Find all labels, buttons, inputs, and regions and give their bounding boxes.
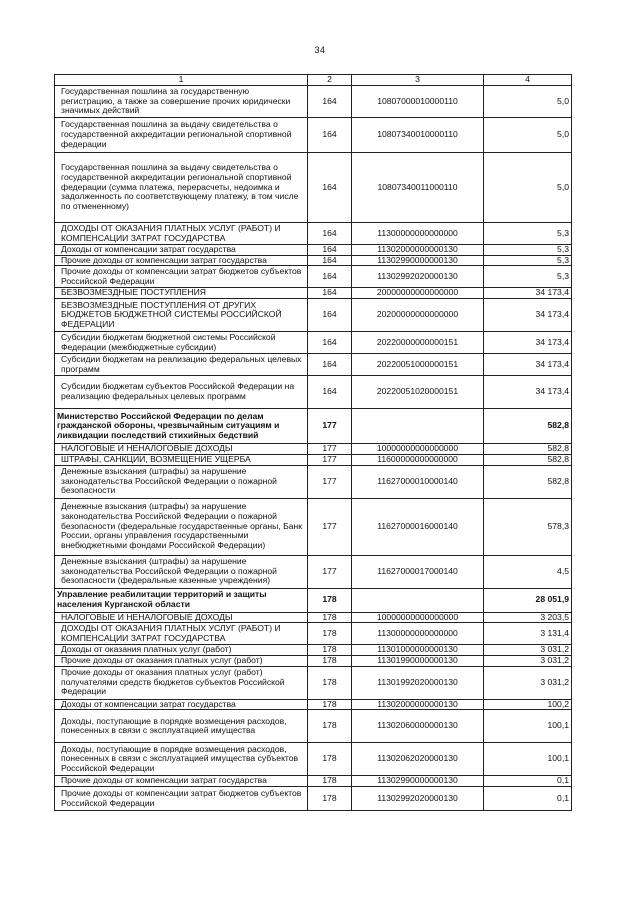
row-code-cell: 164 bbox=[308, 332, 352, 354]
row-name-cell: Доходы от компенсации затрат государства bbox=[55, 245, 308, 256]
row-kbk-cell: 11302992020000130 bbox=[352, 787, 484, 811]
row-code-cell: 178 bbox=[308, 699, 352, 710]
row-name-cell: Прочие доходы от компенсации затрат бюджетов субъектов Российской Федерации bbox=[55, 266, 308, 288]
table-row bbox=[55, 118, 572, 153]
row-code-cell: 164 bbox=[308, 153, 352, 223]
row-kbk-cell: 11302990000000130 bbox=[352, 255, 484, 266]
table-row bbox=[55, 498, 572, 555]
row-name-cell: Доходы от компенсации затрат государства bbox=[55, 699, 308, 710]
row-code-cell: 178 bbox=[308, 787, 352, 811]
row-amount-cell: 34 173,4 bbox=[484, 299, 572, 332]
table-row bbox=[55, 266, 572, 288]
table-row bbox=[55, 612, 572, 623]
row-name-cell: Прочие доходы от компенсации затрат государства bbox=[55, 776, 308, 787]
row-kbk-cell: 20220051020000151 bbox=[352, 376, 484, 409]
table-row bbox=[55, 153, 572, 223]
table-row bbox=[55, 86, 572, 118]
table-row bbox=[55, 409, 572, 444]
row-code-cell: 177 bbox=[308, 444, 352, 455]
row-name-cell: Субсидии бюджетам субъектов Российской Федерации на реализацию федеральных целевых программ bbox=[55, 376, 308, 409]
table-row bbox=[55, 743, 572, 776]
table-row bbox=[55, 288, 572, 299]
table-header-row bbox=[55, 75, 572, 86]
row-code-cell: 178 bbox=[308, 710, 352, 743]
row-kbk-cell: 20200000000000000 bbox=[352, 299, 484, 332]
table-row bbox=[55, 655, 572, 666]
row-code-cell: 178 bbox=[308, 612, 352, 623]
row-name-cell: Государственная пошлина за государственную регистрацию, а также за совершение прочих юридически значимых действий bbox=[55, 86, 308, 118]
row-name-cell: Денежные взыскания (штрафы) за нарушение законодательства Российской Федерации о пожарной безопасности (федеральные государственные органы, Банк России, органы управления государственными внебюджетными фондами Российской Федерации) bbox=[55, 498, 308, 555]
row-code-cell: 164 bbox=[308, 223, 352, 245]
row-amount-cell: 0,1 bbox=[484, 776, 572, 787]
row-code-cell: 177 bbox=[308, 465, 352, 498]
row-kbk-cell: 11302062020000130 bbox=[352, 743, 484, 776]
row-amount-cell: 582,8 bbox=[484, 409, 572, 444]
row-amount-cell: 34 173,4 bbox=[484, 376, 572, 409]
row-amount-cell: 5,3 bbox=[484, 223, 572, 245]
row-code-cell: 178 bbox=[308, 666, 352, 699]
row-name-cell: НАЛОГОВЫЕ И НЕНАЛОГОВЫЕ ДОХОДЫ bbox=[55, 612, 308, 623]
table-row bbox=[55, 465, 572, 498]
row-code-cell: 164 bbox=[308, 118, 352, 153]
row-amount-cell: 5,0 bbox=[484, 153, 572, 223]
table-row bbox=[55, 623, 572, 645]
row-name-cell: ДОХОДЫ ОТ ОКАЗАНИЯ ПЛАТНЫХ УСЛУГ (РАБОТ) И КОМПЕНСАЦИИ ЗАТРАТ ГОСУДАРСТВА bbox=[55, 223, 308, 245]
row-name-cell: Прочие доходы от компенсации затрат государства bbox=[55, 255, 308, 266]
row-code-cell: 164 bbox=[308, 86, 352, 118]
row-name-cell: БЕЗВОЗМЕЗДНЫЕ ПОСТУПЛЕНИЯ ОТ ДРУГИХ БЮДЖЕТОВ БЮДЖЕТНОЙ СИСТЕМЫ РОССИЙСКОЙ ФЕДЕРАЦИИ bbox=[55, 299, 308, 332]
row-kbk-cell: 11627000010000140 bbox=[352, 465, 484, 498]
table-row bbox=[55, 245, 572, 256]
row-amount-cell: 5,3 bbox=[484, 245, 572, 256]
row-amount-cell: 100,2 bbox=[484, 699, 572, 710]
row-kbk-cell: 11301992020000130 bbox=[352, 666, 484, 699]
row-name-cell: Доходы, поступающие в порядке возмещения расходов, понесенных в связи с эксплуатацией имущества субъектов Российской Федерации bbox=[55, 743, 308, 776]
revenue-table bbox=[54, 74, 572, 811]
row-amount-cell: 5,0 bbox=[484, 118, 572, 153]
table-row bbox=[55, 223, 572, 245]
table-row bbox=[55, 454, 572, 465]
row-code-cell: 164 bbox=[308, 299, 352, 332]
row-kbk-cell: 20220000000000151 bbox=[352, 332, 484, 354]
row-amount-cell: 582,8 bbox=[484, 444, 572, 455]
header-cell-2: 2 bbox=[308, 75, 352, 86]
table-row bbox=[55, 255, 572, 266]
row-kbk-cell: 10807340011000110 bbox=[352, 153, 484, 223]
row-name-cell: Прочие доходы от оказания платных услуг (работ) получателями средств бюджетов субъектов Российской Федерации bbox=[55, 666, 308, 699]
row-name-cell: Доходы, поступающие в порядке возмещения расходов, понесенных в связи с эксплуатацией имущества bbox=[55, 710, 308, 743]
row-code-cell: 164 bbox=[308, 266, 352, 288]
row-name-cell: НАЛОГОВЫЕ И НЕНАЛОГОВЫЕ ДОХОДЫ bbox=[55, 444, 308, 455]
table-row bbox=[55, 776, 572, 787]
row-amount-cell: 5,3 bbox=[484, 266, 572, 288]
table-row bbox=[55, 332, 572, 354]
row-amount-cell: 578,3 bbox=[484, 498, 572, 555]
row-kbk-cell: 10807000010000110 bbox=[352, 86, 484, 118]
row-name-cell: Министерство Российской Федерации по делам гражданской обороны, чрезвычайным ситуациям и ликвидации последствий стихийных бедствий bbox=[55, 409, 308, 444]
row-kbk-cell: 20000000000000000 bbox=[352, 288, 484, 299]
row-kbk-cell bbox=[352, 409, 484, 444]
table-row bbox=[55, 645, 572, 656]
row-kbk-cell: 11302992020000130 bbox=[352, 266, 484, 288]
row-kbk-cell: 11302000000000130 bbox=[352, 245, 484, 256]
row-kbk-cell: 10807340010000110 bbox=[352, 118, 484, 153]
table-row bbox=[55, 666, 572, 699]
table-row bbox=[55, 710, 572, 743]
header-cell-3: 3 bbox=[352, 75, 484, 86]
row-name-cell: ШТРАФЫ, САНКЦИИ, ВОЗМЕЩЕНИЕ УЩЕРБА bbox=[55, 454, 308, 465]
row-name-cell: Прочие доходы от оказания платных услуг (работ) bbox=[55, 655, 308, 666]
row-name-cell: Денежные взыскания (штрафы) за нарушение законодательства Российской Федерации о пожарной безопасности bbox=[55, 465, 308, 498]
row-kbk-cell: 11301990000000130 bbox=[352, 655, 484, 666]
row-kbk-cell: 20220051000000151 bbox=[352, 354, 484, 376]
row-code-cell: 178 bbox=[308, 623, 352, 645]
row-kbk-cell: 11302000000000130 bbox=[352, 699, 484, 710]
row-amount-cell: 582,8 bbox=[484, 465, 572, 498]
row-code-cell: 178 bbox=[308, 776, 352, 787]
row-name-cell: Доходы от оказания платных услуг (работ) bbox=[55, 645, 308, 656]
table-row bbox=[55, 299, 572, 332]
row-code-cell: 164 bbox=[308, 354, 352, 376]
table-row bbox=[55, 555, 572, 588]
row-kbk-cell: 11300000000000000 bbox=[352, 223, 484, 245]
page-number: 34 bbox=[314, 45, 326, 55]
row-code-cell: 178 bbox=[308, 645, 352, 656]
row-code-cell: 177 bbox=[308, 498, 352, 555]
row-code-cell: 178 bbox=[308, 743, 352, 776]
row-name-cell: ДОХОДЫ ОТ ОКАЗАНИЯ ПЛАТНЫХ УСЛУГ (РАБОТ) И КОМПЕНСАЦИИ ЗАТРАТ ГОСУДАРСТВА bbox=[55, 623, 308, 645]
row-kbk-cell: 10000000000000000 bbox=[352, 444, 484, 455]
row-name-cell: Денежные взыскания (штрафы) за нарушение законодательства Российской Федерации о пожарной безопасности (федеральные казенные учреждения) bbox=[55, 555, 308, 588]
row-amount-cell: 100,1 bbox=[484, 743, 572, 776]
table-row bbox=[55, 354, 572, 376]
row-name-cell: Субсидии бюджетам на реализацию федеральных целевых программ bbox=[55, 354, 308, 376]
row-amount-cell: 3 203,5 bbox=[484, 612, 572, 623]
row-kbk-cell: 11301000000000130 bbox=[352, 645, 484, 656]
row-amount-cell: 5,0 bbox=[484, 86, 572, 118]
header-cell-1: 1 bbox=[55, 75, 308, 86]
row-code-cell: 164 bbox=[308, 288, 352, 299]
row-amount-cell: 3 031,2 bbox=[484, 645, 572, 656]
row-name-cell: Государственная пошлина за выдачу свидетельства о государственной аккредитации региональной спортивной федерации (сумма платежа, перерасчеты, недоимка и задолженность по соответствующему платежу, в том числе по отмененному) bbox=[55, 153, 308, 223]
row-amount-cell: 28 051,9 bbox=[484, 588, 572, 612]
row-amount-cell: 34 173,4 bbox=[484, 354, 572, 376]
table-row bbox=[55, 376, 572, 409]
row-code-cell: 164 bbox=[308, 376, 352, 409]
row-kbk-cell: 11300000000000000 bbox=[352, 623, 484, 645]
row-kbk-cell: 11600000000000000 bbox=[352, 454, 484, 465]
row-amount-cell: 3 031,2 bbox=[484, 655, 572, 666]
row-code-cell: 178 bbox=[308, 655, 352, 666]
row-kbk-cell: 11302990000000130 bbox=[352, 776, 484, 787]
row-kbk-cell: 11627000016000140 bbox=[352, 498, 484, 555]
table-row bbox=[55, 444, 572, 455]
row-code-cell: 177 bbox=[308, 555, 352, 588]
row-code-cell: 178 bbox=[308, 588, 352, 612]
row-kbk-cell: 11302060000000130 bbox=[352, 710, 484, 743]
table-row bbox=[55, 787, 572, 811]
row-code-cell: 164 bbox=[308, 255, 352, 266]
header-cell-4: 4 bbox=[484, 75, 572, 86]
table-row bbox=[55, 588, 572, 612]
row-amount-cell: 4,5 bbox=[484, 555, 572, 588]
row-kbk-cell bbox=[352, 588, 484, 612]
row-name-cell: Управление реабилитации территорий и защиты населения Курганской области bbox=[55, 588, 308, 612]
row-kbk-cell: 10000000000000000 bbox=[352, 612, 484, 623]
row-amount-cell: 34 173,4 bbox=[484, 288, 572, 299]
row-code-cell: 164 bbox=[308, 245, 352, 256]
row-amount-cell: 582,8 bbox=[484, 454, 572, 465]
row-amount-cell: 100,1 bbox=[484, 710, 572, 743]
row-amount-cell: 34 173,4 bbox=[484, 332, 572, 354]
row-name-cell: БЕЗВОЗМЕЗДНЫЕ ПОСТУПЛЕНИЯ bbox=[55, 288, 308, 299]
row-amount-cell: 3 031,2 bbox=[484, 666, 572, 699]
table-row bbox=[55, 699, 572, 710]
row-code-cell: 177 bbox=[308, 409, 352, 444]
row-amount-cell: 3 131,4 bbox=[484, 623, 572, 645]
row-amount-cell: 0,1 bbox=[484, 787, 572, 811]
row-kbk-cell: 11627000017000140 bbox=[352, 555, 484, 588]
row-name-cell: Прочие доходы от компенсации затрат бюджетов субъектов Российской Федерации bbox=[55, 787, 308, 811]
row-name-cell: Государственная пошлина за выдачу свидетельства о государственной аккредитации региональной спортивной федерации bbox=[55, 118, 308, 153]
row-code-cell: 177 bbox=[308, 454, 352, 465]
row-name-cell: Субсидии бюджетам бюджетной системы Российской Федерации (межбюджетные субсидии) bbox=[55, 332, 308, 354]
row-amount-cell: 5,3 bbox=[484, 255, 572, 266]
